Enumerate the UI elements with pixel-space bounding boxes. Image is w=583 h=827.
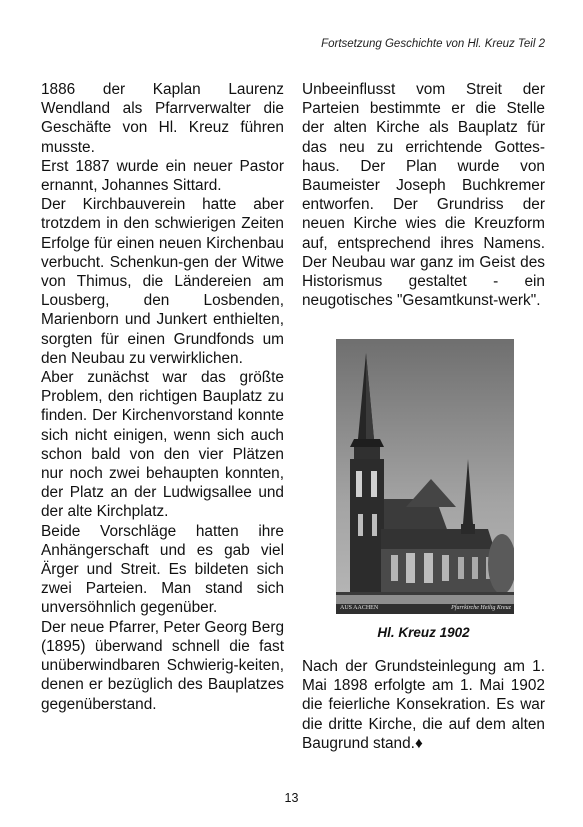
photo-caption: Hl. Kreuz 1902	[377, 625, 470, 640]
paragraph: Beide Vorschläge hatten ihre Anhängerschaft und es gab viel Ärger und Streit. Es bildeten sich zwei Parteien. Man stand sich unversöhnlich gegenüber.	[41, 522, 284, 617]
paragraph: Aber zunächst war das größte Problem, den richtigen Bauplatz zu finden. Der Kirchenvorstand konnte sich nicht einigen, wenn sich auch schon bald von den vier Plätzen nur noch zwei behaupten konnten, der Platz an der Ludwigsallee und der alte Kirchplatz.	[41, 369, 284, 521]
right-column-upper	[302, 80, 545, 310]
church-photo	[336, 339, 514, 614]
paragraph: Nach der Grundsteinlegung am 1. Mai 1898 erfolgte am 1. Mai 1902 die feierliche Konsekration. Es war die dritte Kirche, die auf dem alten Baugrund stand.♦	[302, 658, 545, 752]
paragraph: Unbeeinflusst vom Streit der Parteien bestimmte er die Stelle der alten Kirche als Bauplatz für das neu zu errichtende Gottes-haus. Der Plan wurde von Baumeister Joseph Buchkremer entworfen. Der Grundriss der neuen Kirche wies die Kreuzform auf, entsprechend ihres Namens. Der Neubau war ganz im Geist des Historismus gestaltet - ein neugotisches "Gesamtkunst-werk".	[302, 81, 545, 310]
page-number: 13	[284, 791, 299, 805]
paragraph: Erst 1887 wurde ein neuer Pastor ernannt, Johannes Sittard.	[41, 157, 284, 195]
photo-label-right: Pfarrkirche Heilig Kreuz	[451, 605, 511, 611]
paragraph: 1886 der Kaplan Laurenz Wendland als Pfarrverwalter die Geschäfte von Hl. Kreuz führen musste.	[41, 81, 284, 156]
left-column	[41, 80, 284, 714]
paragraph: Der Kirchbauverein hatte aber trotzdem in den schwierigen Zeiten Erfolge für einen neuen Kirchenbau verbucht. Schenkun-gen der Witwe von Thimus, die Ländereien am Lousberg, den Losbenden, Marienborn und Junkert enthielten, sorgten für einen Grundfonds um den Neubau zu verwirklichen.	[41, 196, 284, 367]
paragraph: Der neue Pfarrer, Peter Georg Berg (1895) überwand schnell die fast unüberwindbaren Schwierig-keiten, denen er bezüglich des Bauplatzes gegenüberstand.	[41, 618, 284, 713]
right-column-lower	[302, 657, 545, 753]
running-header: Fortsetzung Geschichte von Hl. Kreuz Teil 2	[321, 38, 545, 50]
church-illustration	[336, 339, 514, 614]
photo-label-left: AUS AACHEN	[340, 605, 379, 611]
